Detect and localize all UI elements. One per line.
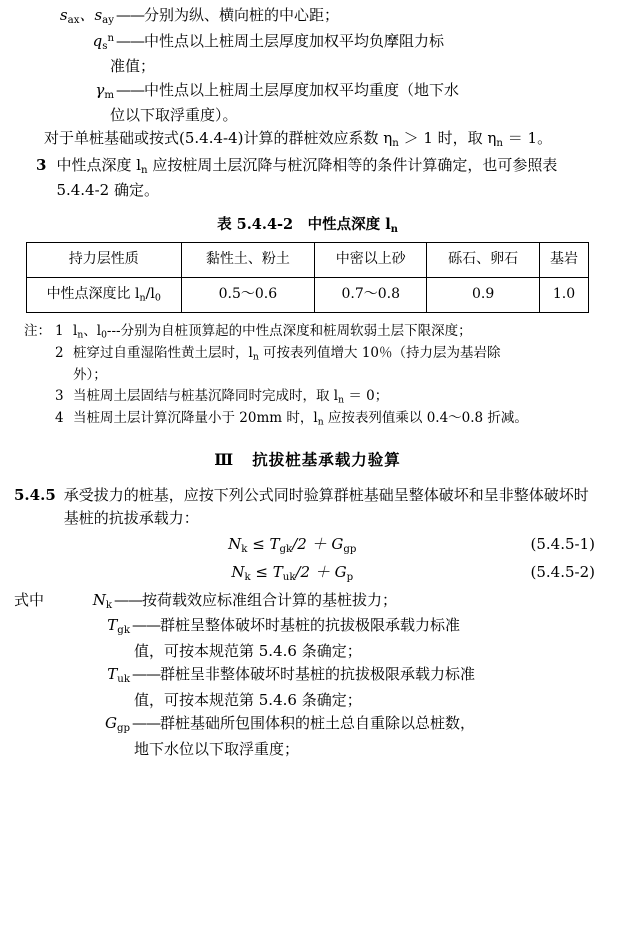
where-label: 式中 xyxy=(14,590,45,609)
table-cell: 0.9 xyxy=(427,277,539,312)
note-item xyxy=(24,408,601,429)
equation-body: $N_k \le T_{uk}/2 + G_p$ xyxy=(231,562,354,583)
clause-5-4-5 xyxy=(14,484,601,531)
dash: —— xyxy=(114,590,143,609)
symbol: $\gamma_m$ xyxy=(95,80,114,101)
definition-text-cont: 准值； xyxy=(110,57,156,76)
equation-number: (5.4.5-1) xyxy=(530,535,595,554)
paragraph-3 xyxy=(14,154,601,202)
definition-list-bottom xyxy=(14,589,601,761)
equation-row xyxy=(14,561,601,586)
equation-number: (5.4.5-2) xyxy=(530,562,595,581)
definition-text: 群桩基础所包围体积的桩土总自重除以总桩数， xyxy=(160,714,476,733)
clause-number: 5.4.5 xyxy=(14,485,56,504)
note-item xyxy=(24,321,601,342)
table-header-cell: 中密以上砂 xyxy=(315,243,427,278)
dash: —— xyxy=(116,31,144,50)
definition-item xyxy=(14,30,601,55)
definition-text-cont: 位以下取浮重度）。 xyxy=(110,106,238,125)
definition-text: 群桩呈整体破坏时基桩的抗拔极限承载力标准 xyxy=(160,616,461,635)
definition-item xyxy=(14,79,601,104)
dash: —— xyxy=(132,665,160,684)
note-item xyxy=(24,386,601,407)
note-number: 3 xyxy=(55,388,64,405)
dash: —— xyxy=(116,80,144,99)
table-header-cell: 基岩 xyxy=(539,243,588,278)
symbol: $T_{uk}$ xyxy=(107,665,130,685)
symbol: $G_{gp}$ xyxy=(104,714,130,734)
symbol: $q_s^n$ xyxy=(92,31,114,52)
symbol: $T_{gk}$ xyxy=(107,616,130,637)
note-text: $l_n$、$l_0---$分别为自桩顶算起的中性点深度和桩周软弱土层下限深度； xyxy=(73,323,472,341)
section-title: 抗拔桩基承载力验算 xyxy=(252,449,401,469)
note-text xyxy=(73,343,601,385)
table-header-cell: 砾石、卵石 xyxy=(427,243,539,278)
definition-text-cont: 值，可按本规范第 5.4.6 条确定； xyxy=(134,690,362,709)
note-number: 4 xyxy=(55,410,64,427)
definition-text: 分别为纵、横向桩的中心距； xyxy=(144,6,340,24)
equation-body: $N_k \le T_{gk}/2 + G_{gp}$ xyxy=(228,535,357,556)
dash: —— xyxy=(132,616,160,635)
table-cell: 0.5～0.6 xyxy=(181,277,314,312)
symbol: $s_{ax}$、$s_{ay}$ xyxy=(59,6,114,26)
note-number: 2 xyxy=(55,345,64,362)
note-line: 外）； xyxy=(73,366,107,383)
section-numeral: Ⅲ xyxy=(214,449,235,469)
section-heading xyxy=(14,448,601,472)
note-number: 1 xyxy=(55,323,64,340)
paragraph-eta: 对于单桩基础或按式(5.4.4-4)计算的群桩效应系数 $\eta_n > 1$ 时，取 $\eta_n = 1$。 xyxy=(44,129,553,150)
table-notes xyxy=(24,321,601,430)
table-cell: 中性点深度比 $l_n/l_0$ xyxy=(26,277,181,312)
symbol: $N_k$ xyxy=(92,590,113,611)
note-line: 桩穿过自重湿陷性黄土层时，$l_n$ 可按表列值增大 10％（持力层为基岩除 xyxy=(73,345,501,364)
note-text: 当桩周土层固结与桩基沉降同时完成时，取 $l_n = 0$； xyxy=(73,388,389,406)
table-header-cell: 持力层性质 xyxy=(26,243,181,278)
notes-label: 注： xyxy=(24,323,51,340)
table-cell: 1.0 xyxy=(539,277,588,312)
definition-text-cont: 地下水位以下取浮重度； xyxy=(134,739,300,758)
definition-item xyxy=(14,663,601,688)
table-header-cell: 黏性土、粉土 xyxy=(181,243,314,278)
neutral-point-depth-table xyxy=(26,242,590,313)
paragraph-3-number: 3 xyxy=(36,156,47,175)
definition-text: 中性点以上桩周土层厚度加权平均负摩阻力标 xyxy=(144,31,445,50)
table-cell: 0.7～0.8 xyxy=(315,277,427,312)
equation-row xyxy=(14,533,601,558)
definition-list-top xyxy=(14,4,601,127)
note-text: 当桩周土层计算沉降量小于 20mm 时，$l_n$ 应按表列值乘以 0.4～0.8 折减。 xyxy=(73,410,528,428)
dash: —— xyxy=(132,714,160,733)
note-item xyxy=(24,343,601,385)
definition-text: 按荷载效应标准组合计算的基桩拔力； xyxy=(142,590,398,609)
definition-item xyxy=(14,712,601,737)
definition-item xyxy=(14,614,601,639)
table-caption: 表 5.4.4-2 中性点深度 $l_n$ xyxy=(217,216,398,235)
table-header-row xyxy=(26,243,589,278)
definition-text-cont: 值，可按本规范第 5.4.6 条确定； xyxy=(134,641,362,660)
paragraph-3-text: 中性点深度 $l_n$ 应按桩周土层沉降与桩沉降相等的条件计算确定，也可参照表 5.4.4-2 确定。 xyxy=(56,156,558,199)
definition-item xyxy=(14,589,601,614)
definition-text: 群桩呈非整体破坏时基桩的抗拔极限承载力标准 xyxy=(160,665,476,684)
definition-text: 中性点以上桩周土层厚度加权平均重度（地下水 xyxy=(144,80,460,99)
table-row xyxy=(26,277,589,312)
definition-item xyxy=(14,4,601,29)
dash: —— xyxy=(116,6,144,24)
clause-text: 承受拔力的桩基，应按下列公式同时验算群桩基础呈整体破坏和呈非整体破坏时基桩的抗拔承载力： xyxy=(63,485,589,528)
